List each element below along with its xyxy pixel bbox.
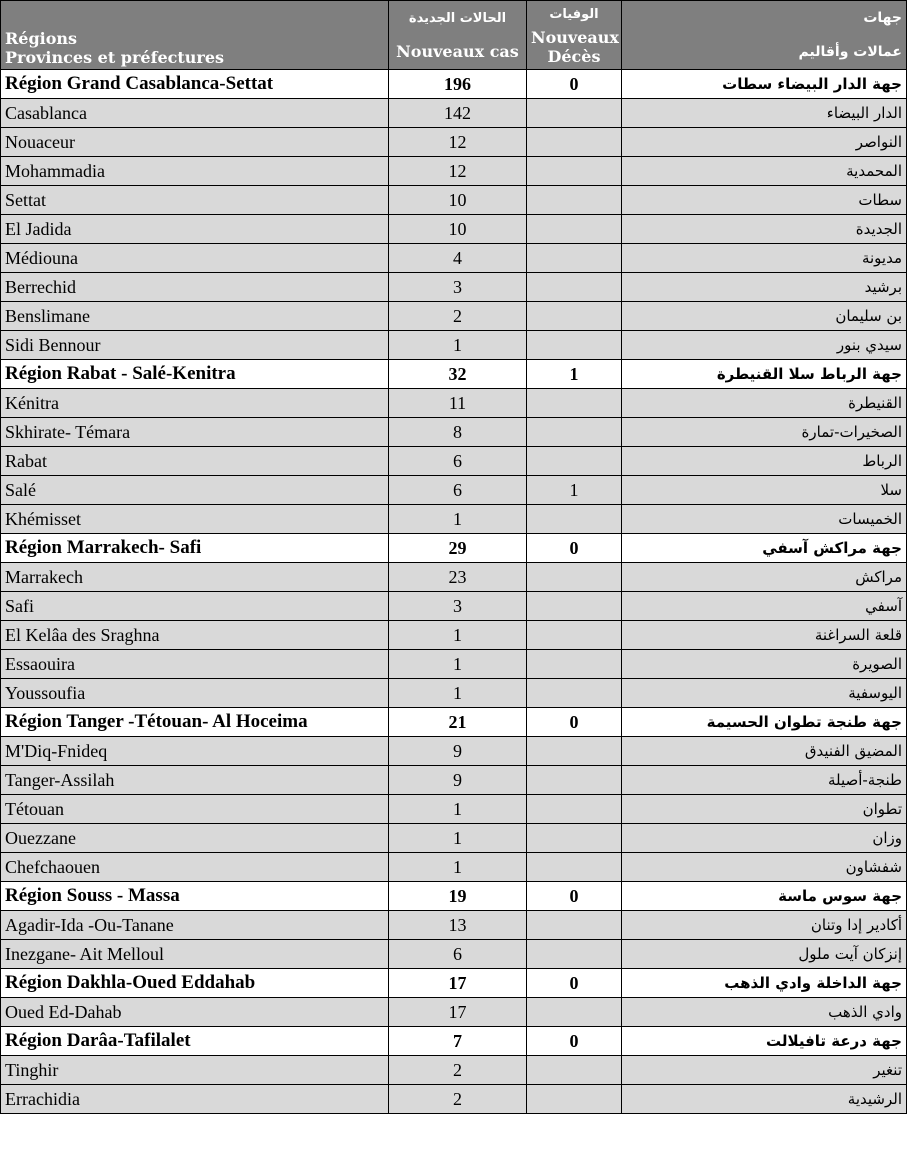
region-name-ar: إنزكان آيت ملول (622, 940, 907, 969)
header-row (1, 1, 907, 70)
region-name-fr: Berrechid (1, 273, 389, 302)
region-name-fr: Safi (1, 592, 389, 621)
region-name-ar: سلا (622, 476, 907, 505)
new-cases-cell: 142 (389, 99, 527, 128)
new-deaths-cell (527, 505, 622, 534)
new-deaths-cell (527, 99, 622, 128)
table-row (1, 418, 907, 447)
region-name-fr: Tanger-Assilah (1, 766, 389, 795)
region-row (1, 70, 907, 99)
new-cases-cell: 8 (389, 418, 527, 447)
new-deaths-cell (527, 302, 622, 331)
table-row (1, 766, 907, 795)
new-cases-cell: 1 (389, 679, 527, 708)
region-name-fr: Agadir-Ida -Ou-Tanane (1, 911, 389, 940)
new-deaths-cell (527, 389, 622, 418)
new-cases-cell: 9 (389, 737, 527, 766)
region-name-fr: Khémisset (1, 505, 389, 534)
region-name-fr: Inezgane- Ait Melloul (1, 940, 389, 969)
region-name-fr: Errachidia (1, 1085, 389, 1114)
new-cases-cell: 29 (389, 534, 527, 563)
table-row (1, 911, 907, 940)
region-name-fr: Benslimane (1, 302, 389, 331)
new-cases-cell: 6 (389, 476, 527, 505)
new-deaths-cell (527, 650, 622, 679)
region-name-fr: Région Dakhla-Oued Eddahab (1, 969, 389, 998)
new-deaths-cell (527, 128, 622, 157)
new-cases-cell: 23 (389, 563, 527, 592)
new-cases-cell: 21 (389, 708, 527, 737)
header-new-deaths (527, 1, 622, 70)
region-name-ar: المضيق الفنيدق (622, 737, 907, 766)
table-row (1, 476, 907, 505)
new-cases-cell: 1 (389, 505, 527, 534)
region-name-ar: جهة الداخلة وادي الذهب (622, 969, 907, 998)
new-deaths-cell: 1 (527, 476, 622, 505)
new-deaths-cell (527, 215, 622, 244)
new-deaths-cell (527, 998, 622, 1027)
table-row (1, 389, 907, 418)
new-deaths-cell (527, 679, 622, 708)
region-name-ar: مديونة (622, 244, 907, 273)
region-name-ar: الجديدة (622, 215, 907, 244)
region-name-fr: Oued Ed-Dahab (1, 998, 389, 1027)
region-name-ar: القنيطرة (622, 389, 907, 418)
new-deaths-cell (527, 1085, 622, 1114)
region-name-ar: الصخيرات-تمارة (622, 418, 907, 447)
region-name-ar: النواصر (622, 128, 907, 157)
region-row (1, 969, 907, 998)
region-name-fr: Rabat (1, 447, 389, 476)
region-name-fr: Région Rabat - Salé-Kenitra (1, 360, 389, 389)
table-body (1, 70, 907, 1114)
table-row (1, 679, 907, 708)
table-row (1, 302, 907, 331)
region-name-fr: Tétouan (1, 795, 389, 824)
region-name-ar: الرباط (622, 447, 907, 476)
header-regions-ar-2: عمالات وأقاليم (798, 44, 902, 60)
new-deaths-cell (527, 1056, 622, 1085)
region-name-fr: Essaouira (1, 650, 389, 679)
header-new-deaths-ar: الوفيات (549, 6, 599, 22)
new-deaths-cell (527, 418, 622, 447)
new-cases-cell: 2 (389, 1085, 527, 1114)
table-row (1, 940, 907, 969)
region-name-fr: Casablanca (1, 99, 389, 128)
region-name-ar: بن سليمان (622, 302, 907, 331)
new-deaths-cell (527, 940, 622, 969)
table-row (1, 650, 907, 679)
region-name-ar: سطات (622, 186, 907, 215)
region-name-fr: M'Diq-Fnideq (1, 737, 389, 766)
region-row (1, 534, 907, 563)
new-deaths-cell (527, 447, 622, 476)
table-row (1, 824, 907, 853)
table-row (1, 1085, 907, 1114)
new-deaths-cell: 0 (527, 708, 622, 737)
new-cases-cell: 6 (389, 447, 527, 476)
new-cases-cell: 2 (389, 302, 527, 331)
new-cases-cell: 17 (389, 969, 527, 998)
header-regions-ar (622, 1, 907, 70)
table-row (1, 244, 907, 273)
new-cases-cell: 17 (389, 998, 527, 1027)
new-deaths-cell (527, 157, 622, 186)
header-regions-ar-1: جهات (863, 10, 902, 26)
table-row (1, 621, 907, 650)
table-header (1, 1, 907, 70)
new-deaths-cell (527, 911, 622, 940)
new-cases-cell: 19 (389, 882, 527, 911)
new-cases-cell: 13 (389, 911, 527, 940)
header-new-cases-fr: Nouveaux cas (396, 42, 519, 61)
region-name-fr: Région Souss - Massa (1, 882, 389, 911)
region-name-ar: قلعة السراغنة (622, 621, 907, 650)
new-deaths-cell (527, 737, 622, 766)
new-cases-cell: 196 (389, 70, 527, 99)
table-row (1, 998, 907, 1027)
region-name-fr: Mohammadia (1, 157, 389, 186)
new-cases-cell: 1 (389, 853, 527, 882)
table-row (1, 505, 907, 534)
new-cases-cell: 10 (389, 186, 527, 215)
region-name-fr: El Jadida (1, 215, 389, 244)
table-row (1, 447, 907, 476)
new-cases-cell: 11 (389, 389, 527, 418)
region-name-fr: Marrakech (1, 563, 389, 592)
table-row (1, 563, 907, 592)
region-name-ar: جهة درعة تافيلالت (622, 1027, 907, 1056)
region-name-fr: El Kelâa des Sraghna (1, 621, 389, 650)
new-cases-cell: 3 (389, 273, 527, 302)
new-deaths-cell (527, 244, 622, 273)
new-deaths-cell (527, 186, 622, 215)
region-name-ar: تطوان (622, 795, 907, 824)
table-row (1, 795, 907, 824)
header-provinces-label: Provinces et préfectures (5, 48, 225, 67)
new-cases-cell: 6 (389, 940, 527, 969)
new-cases-cell: 1 (389, 331, 527, 360)
new-deaths-cell (527, 331, 622, 360)
new-cases-cell: 7 (389, 1027, 527, 1056)
region-name-ar: الخميسات (622, 505, 907, 534)
table-row (1, 186, 907, 215)
region-name-fr: Médiouna (1, 244, 389, 273)
new-cases-cell: 1 (389, 650, 527, 679)
region-name-fr: Tinghir (1, 1056, 389, 1085)
new-deaths-cell: 0 (527, 1027, 622, 1056)
region-name-ar: أكادير إدا وتنان (622, 911, 907, 940)
region-row (1, 1027, 907, 1056)
region-name-ar: وادي الذهب (622, 998, 907, 1027)
region-name-fr: Région Darâa-Tafilalet (1, 1027, 389, 1056)
new-deaths-cell (527, 621, 622, 650)
new-cases-cell: 12 (389, 157, 527, 186)
new-deaths-cell (527, 563, 622, 592)
new-deaths-cell: 1 (527, 360, 622, 389)
region-name-fr: Settat (1, 186, 389, 215)
region-name-ar: اليوسفية (622, 679, 907, 708)
new-deaths-cell (527, 592, 622, 621)
new-deaths-cell (527, 273, 622, 302)
region-name-ar: وزان (622, 824, 907, 853)
new-cases-cell: 10 (389, 215, 527, 244)
region-name-ar: الصويرة (622, 650, 907, 679)
region-name-fr: Région Grand Casablanca-Settat (1, 70, 389, 99)
table-row (1, 1056, 907, 1085)
new-cases-cell: 3 (389, 592, 527, 621)
region-row (1, 882, 907, 911)
region-name-ar: شفشاون (622, 853, 907, 882)
region-name-ar: طنجة-أصيلة (622, 766, 907, 795)
region-name-ar: برشيد (622, 273, 907, 302)
region-name-ar: جهة الرباط سلا القنيطرة (622, 360, 907, 389)
table-row (1, 737, 907, 766)
new-cases-cell: 9 (389, 766, 527, 795)
header-regions-fr (1, 1, 389, 70)
region-name-ar: تنغير (622, 1056, 907, 1085)
header-new-deaths-fr-2: Décès (547, 46, 601, 66)
header-new-deaths-fr-1: Nouveaux (531, 27, 619, 47)
table-row (1, 215, 907, 244)
header-regions-label: Régions (5, 29, 78, 48)
region-name-fr: Région Tanger -Tétouan- Al Hoceima (1, 708, 389, 737)
new-deaths-cell (527, 824, 622, 853)
table-row (1, 99, 907, 128)
table-row (1, 128, 907, 157)
new-deaths-cell: 0 (527, 969, 622, 998)
region-name-fr: Youssoufia (1, 679, 389, 708)
region-name-ar: جهة مراكش آسفي (622, 534, 907, 563)
new-cases-cell: 2 (389, 1056, 527, 1085)
region-name-fr: Kénitra (1, 389, 389, 418)
region-name-ar: الدار البيضاء (622, 99, 907, 128)
region-name-ar: جهة طنجة تطوان الحسيمة (622, 708, 907, 737)
new-deaths-cell (527, 853, 622, 882)
new-cases-cell: 32 (389, 360, 527, 389)
table-row (1, 331, 907, 360)
region-row (1, 360, 907, 389)
region-name-fr: Sidi Bennour (1, 331, 389, 360)
region-name-fr: Ouezzane (1, 824, 389, 853)
region-name-ar: آسفي (622, 592, 907, 621)
region-row (1, 708, 907, 737)
region-name-ar: مراكش (622, 563, 907, 592)
new-deaths-cell: 0 (527, 70, 622, 99)
region-name-ar: جهة سوس ماسة (622, 882, 907, 911)
region-name-ar: جهة الدار البيضاء سطات (622, 70, 907, 99)
table-row (1, 157, 907, 186)
new-cases-cell: 1 (389, 824, 527, 853)
new-deaths-cell (527, 795, 622, 824)
header-new-cases-ar: الحالات الجديدة (408, 11, 507, 26)
region-name-fr: Skhirate- Témara (1, 418, 389, 447)
table-row (1, 853, 907, 882)
new-cases-cell: 1 (389, 621, 527, 650)
new-deaths-cell: 0 (527, 882, 622, 911)
region-name-ar: سيدي بنور (622, 331, 907, 360)
table-row (1, 273, 907, 302)
region-name-fr: Nouaceur (1, 128, 389, 157)
new-deaths-cell (527, 766, 622, 795)
table-row (1, 592, 907, 621)
new-cases-cell: 12 (389, 128, 527, 157)
region-name-ar: المحمدية (622, 157, 907, 186)
region-name-fr: Salé (1, 476, 389, 505)
region-name-ar: الرشيدية (622, 1085, 907, 1114)
region-name-fr: Chefchaouen (1, 853, 389, 882)
new-deaths-cell: 0 (527, 534, 622, 563)
region-name-fr: Région Marrakech- Safi (1, 534, 389, 563)
header-new-cases (389, 1, 527, 70)
new-cases-cell: 1 (389, 795, 527, 824)
new-cases-cell: 4 (389, 244, 527, 273)
